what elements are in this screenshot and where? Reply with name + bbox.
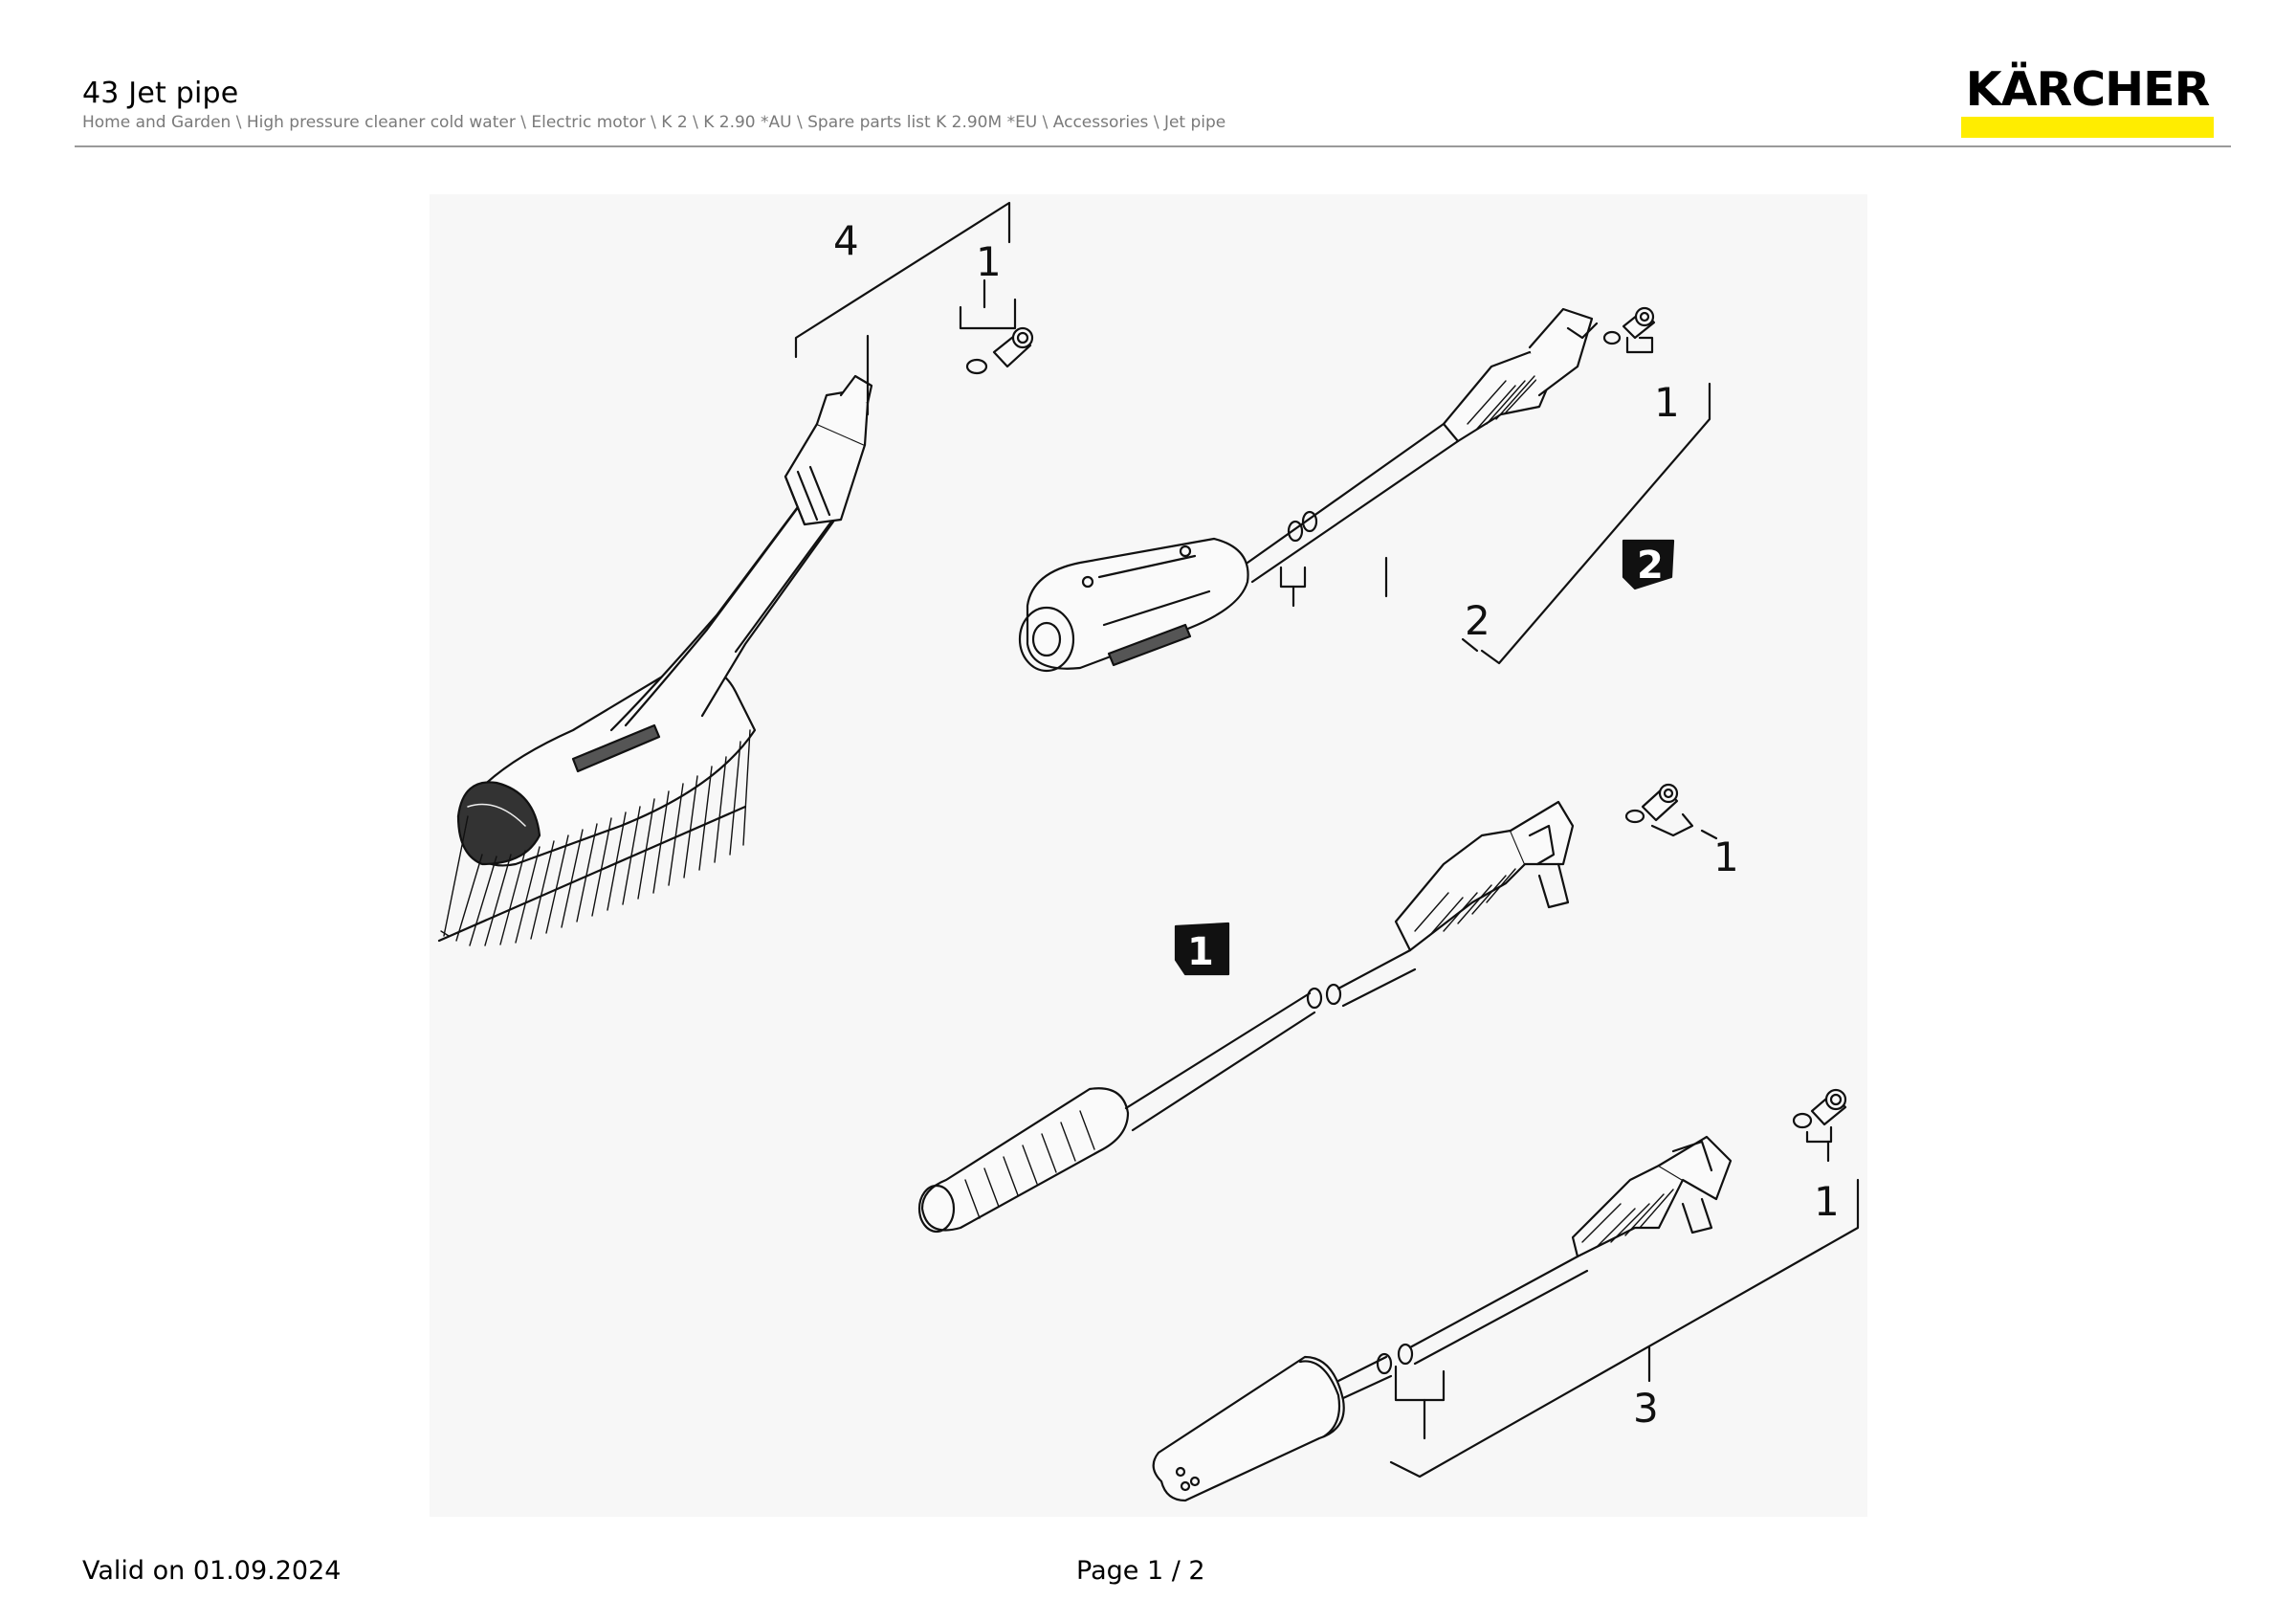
brand-logo bbox=[1961, 63, 2214, 138]
exploded-view-drawing bbox=[430, 194, 1867, 1517]
drawing-canvas bbox=[430, 194, 1867, 1517]
nozzle-part bbox=[1643, 785, 1677, 820]
position-label: 1 bbox=[1713, 834, 1739, 880]
variant-marker-text: 1 bbox=[1187, 930, 1214, 974]
breadcrumb[interactable]: Home and Garden \ High pressure cleaner cold water \ Electric motor \ K 2 \ K 2.90 *AU \ Spare parts list K 2.90M *EU \ Accessories \ Jet pipe bbox=[82, 113, 1226, 132]
position-label: 3 bbox=[1633, 1385, 1659, 1432]
jet-pipe-lance-2 bbox=[1020, 309, 1597, 671]
position-label: 1 bbox=[1814, 1178, 1840, 1225]
jet-pipe-lance-3 bbox=[1154, 1137, 1731, 1501]
nozzle-part bbox=[994, 328, 1032, 367]
nozzle-part bbox=[1812, 1090, 1845, 1124]
page-number: Page 1 / 2 bbox=[1076, 1556, 1205, 1586]
page-title: 43 Jet pipe bbox=[82, 77, 239, 110]
wash-brush-illustration bbox=[439, 376, 872, 945]
position-label: 2 bbox=[1465, 597, 1490, 644]
variant-marker-text: 2 bbox=[1637, 544, 1664, 588]
valid-date: Valid on 01.09.2024 bbox=[82, 1556, 342, 1586]
position-label: 1 bbox=[1654, 379, 1680, 426]
jet-pipe-lance-1 bbox=[919, 802, 1573, 1232]
header-divider bbox=[75, 145, 2231, 147]
position-label: 1 bbox=[976, 238, 1002, 285]
logo-yellow-bar bbox=[1961, 117, 2214, 138]
position-label: 4 bbox=[833, 217, 859, 264]
nozzle-part bbox=[1623, 308, 1654, 338]
logo-text: KÄRCHER bbox=[1965, 62, 2210, 117]
